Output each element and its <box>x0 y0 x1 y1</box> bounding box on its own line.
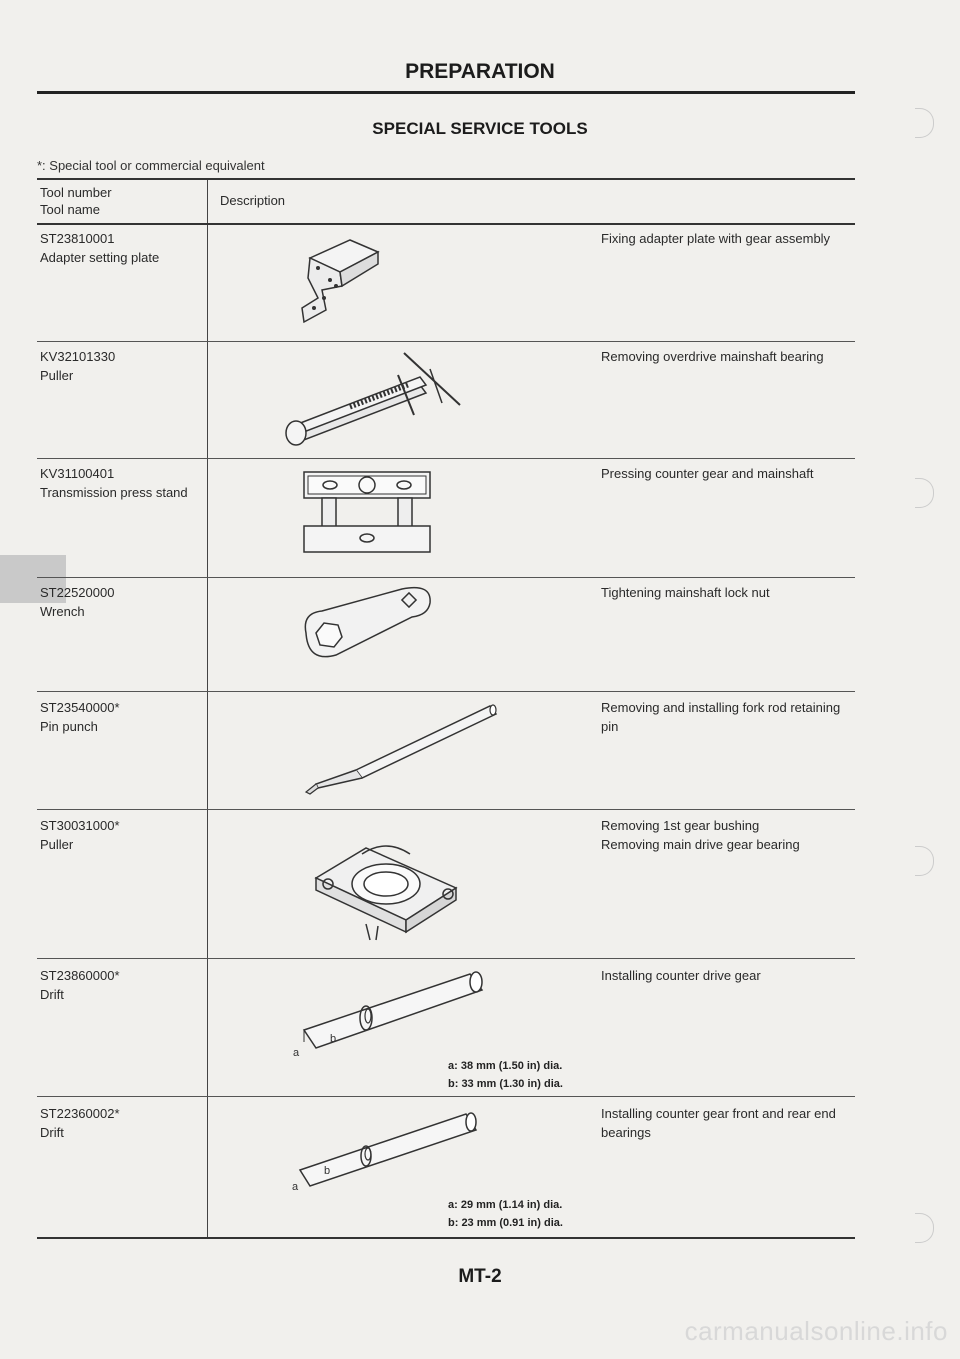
svg-text:b: b <box>324 1165 331 1177</box>
adapter-plate-icon <box>290 228 420 328</box>
row-rule <box>37 341 855 342</box>
dimension-b: b: 23 mm (0.91 in) dia. <box>448 1217 563 1229</box>
tool-purpose: Tightening mainshaft lock nut <box>601 585 770 600</box>
binder-hole <box>915 478 934 508</box>
table-bottom-rule <box>37 1237 855 1239</box>
row-rule <box>37 809 855 810</box>
row-rule <box>37 1096 855 1097</box>
page-title: PREPARATION <box>405 60 555 83</box>
screw-puller-icon <box>280 345 490 455</box>
table-top-rule <box>37 178 855 180</box>
tool-purpose: Removing 1st gear bushing Removing main drive gear bearing <box>601 818 800 852</box>
tool-name: Wrench <box>40 604 85 619</box>
dimension-a: a: 29 mm (1.14 in) dia. <box>448 1199 563 1211</box>
tool-name: Adapter setting plate <box>40 250 160 265</box>
tool-purpose: Installing counter gear front and rear end bearings <box>601 1106 836 1140</box>
binder-hole <box>915 846 934 876</box>
row-rule <box>37 691 855 692</box>
tool-purpose: Pressing counter gear and mainshaft <box>601 466 814 481</box>
tool-number: ST23860000* <box>40 968 120 983</box>
header-rule <box>37 223 855 225</box>
svg-text:b: b <box>330 1033 337 1045</box>
binder-hole <box>915 1213 934 1243</box>
drift-icon <box>286 1106 486 1196</box>
header-tool-number: Tool number <box>40 185 112 200</box>
press-stand-icon <box>292 464 442 559</box>
column-divider <box>207 180 208 1238</box>
tool-number: ST23540000* <box>40 700 120 715</box>
tool-purpose: Removing overdrive mainshaft bearing <box>601 349 824 364</box>
row-rule <box>37 958 855 959</box>
section-title: SPECIAL SERVICE TOOLS <box>372 119 588 138</box>
dimension-a: a: 38 mm (1.50 in) dia. <box>448 1060 563 1072</box>
tool-name: Drift <box>40 1125 64 1140</box>
tool-number: KV31100401 <box>40 466 115 481</box>
tool-number: ST22360002* <box>40 1106 120 1121</box>
tool-number: ST22520000 <box>40 585 115 600</box>
footnote: *: Special tool or commercial equivalent <box>37 158 265 173</box>
title-rule <box>37 91 855 94</box>
dimension-b: b: 33 mm (1.30 in) dia. <box>448 1078 563 1090</box>
tool-name: Pin punch <box>40 719 98 734</box>
tool-number: ST23810001 <box>40 231 115 246</box>
page-number: MT-2 <box>458 1266 502 1287</box>
tool-number: KV32101330 <box>40 349 116 364</box>
tool-name: Puller <box>40 837 74 852</box>
tool-name: Transmission press stand <box>40 485 188 500</box>
tool-purpose: Fixing adapter plate with gear assembly <box>601 231 831 246</box>
svg-text:a: a <box>293 1047 300 1059</box>
header-description: Description <box>220 193 286 208</box>
tool-purpose: Removing and installing fork rod retaining pin <box>601 700 841 734</box>
header-tool-name: Tool name <box>40 202 100 217</box>
tool-name: Drift <box>40 987 64 1002</box>
watermark: carmanualsonline.info <box>684 1316 948 1346</box>
pin-punch-icon <box>296 700 506 800</box>
svg-text:a: a <box>292 1181 299 1193</box>
drift-icon <box>290 970 490 1060</box>
wrench-icon <box>292 583 442 673</box>
tool-purpose: Installing counter drive gear <box>601 968 761 983</box>
tool-number: ST30031000* <box>40 818 120 833</box>
row-rule <box>37 577 855 578</box>
bearing-puller-icon <box>306 828 466 943</box>
row-rule <box>37 458 855 459</box>
tool-name: Puller <box>40 368 74 383</box>
